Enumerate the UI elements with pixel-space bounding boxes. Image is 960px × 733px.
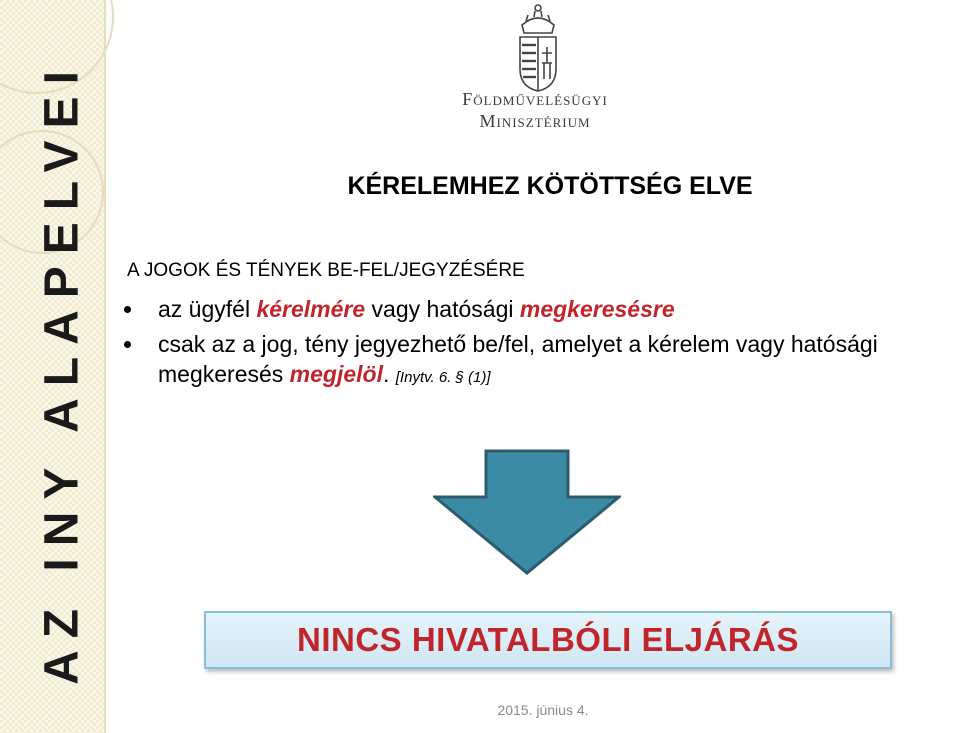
slide-subheading: A JOGOK ÉS TÉNYEK BE-FEL/JEGYZÉSÉRE	[127, 260, 525, 281]
bullet-text: .	[382, 361, 396, 387]
slide-heading: KÉRELEMHEZ KÖTÖTTSÉG ELVE	[347, 172, 753, 200]
bullet-list	[124, 294, 954, 398]
down-arrow-icon	[433, 449, 621, 575]
law-reference: [Inytv. 6. § (1)]	[395, 369, 491, 386]
bullet-text: csak az a jog, tény jegyezhető be/fel, amelyet a kérelem vagy hatósági megkeresés	[158, 331, 878, 387]
bullet-item	[124, 329, 954, 393]
bullet-item	[124, 294, 954, 324]
ministry-line-2: Minisztérium	[479, 111, 591, 131]
emphasis-text: megjelöl	[289, 361, 383, 387]
sidebar-title: AZ INY ALAPELVEI	[35, 59, 89, 685]
ministry-line-1: Földművelésügyi	[462, 89, 608, 109]
emphasis-text: kérelmére	[256, 296, 366, 322]
bullet-dot	[124, 306, 131, 313]
emphasis-text: megkeresésre	[519, 296, 675, 322]
sidebar-edge	[104, 0, 106, 733]
sidebar	[0, 0, 106, 733]
bullet-text: vagy hatósági	[365, 296, 520, 322]
coat-of-arms-icon	[512, 3, 564, 93]
bullet-text: az ügyfél	[158, 296, 257, 322]
bullet-dot	[124, 341, 131, 348]
ministry-name	[450, 88, 620, 132]
result-text: NINCS HIVATALBÓLI ELJÁRÁS	[296, 621, 799, 658]
result-box	[204, 611, 892, 669]
slide-date: 2015. június 4.	[497, 702, 589, 718]
